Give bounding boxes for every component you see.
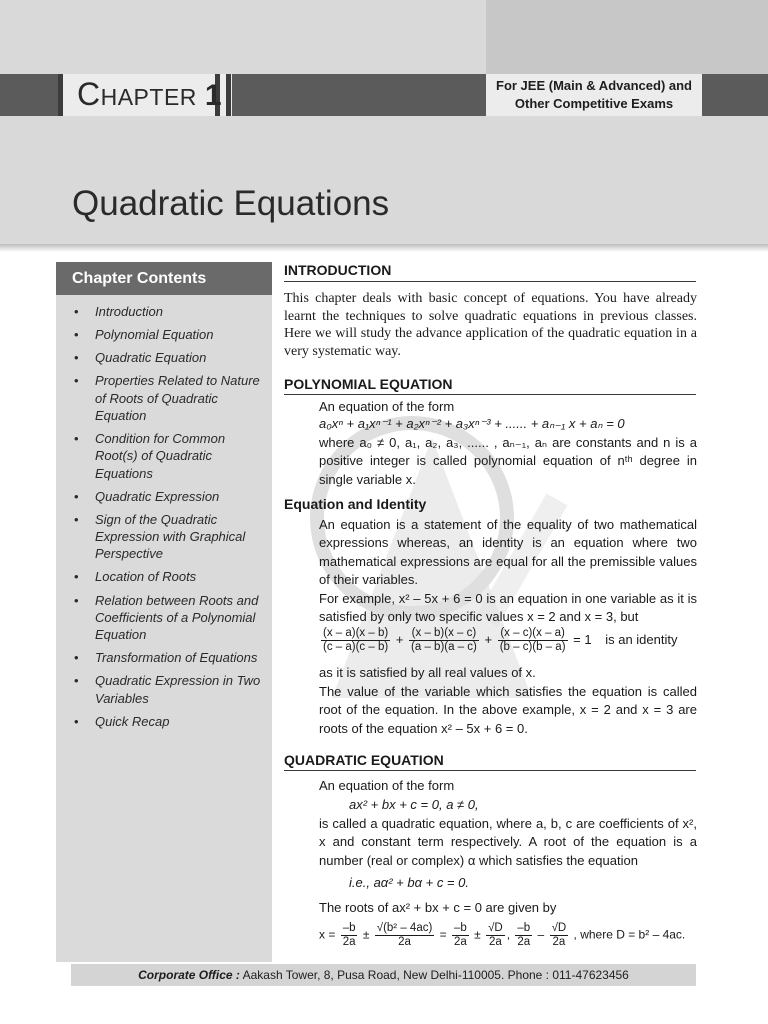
comma: , (506, 927, 511, 942)
fraction-neg-b: $\frac{-b}{2a}$ (454, 922, 467, 948)
footer-address: Aakash Tower, 8, Pusa Road, New Delhi-110005. Phone : 011-47623456 (239, 968, 629, 982)
exam-line-1: For JEE (Main & Advanced) and (496, 78, 692, 93)
section-rule (284, 394, 696, 395)
contents-item: • Quick Recap (74, 713, 170, 729)
identity-fraction-3: $\frac{(x - c)(x - a)}{(b - c)(b - a)}$ (499, 627, 566, 653)
contents-title: Chapter Contents (72, 270, 207, 287)
discriminant-definition: , where D = b² – 4ac. (573, 927, 686, 942)
plus-sign: + (395, 631, 404, 647)
identity-para-2: For example, x² – 5x + 6 = 0 is an equation in one variable as it is satisfied by only two specific values x = 2 and x = 3, but (319, 591, 697, 625)
quadratic-para: is called a quadratic equation, where a, b, c are coefficients of x², x and constant term respectively. A root of the equation is a number (real or complex) α which satisfies the equation (319, 816, 697, 868)
section-heading-quadratic: QUADRATIC EQUATION (284, 752, 444, 768)
quadratic-equation: ax² + bx + c = 0, a ≠ 0, (349, 797, 479, 812)
equals-sign: = (439, 927, 447, 942)
roots-intro: The roots of ax² + bx + c = 0 are given by (319, 900, 557, 915)
header-accent-block (486, 0, 768, 74)
chapter-number: 1 (204, 79, 223, 112)
quadratic-intro: An equation of the form (319, 778, 455, 793)
contents-item: • Transformation of Equations (74, 650, 258, 666)
contents-item: • Properties Related to Nature of Roots of Quadratic Equation (74, 373, 260, 423)
identity-para-4: The value of the variable which satisfies the equation is called root of the equation. In the above example, x = 2 and x = 3 are roots of the equation x² – 5x + 6 = 0. (319, 684, 697, 736)
contents-item: • Introduction (74, 304, 163, 319)
section-heading-polynomial: POLYNOMIAL EQUATION (284, 376, 453, 392)
chapter-word: HAPTER (100, 84, 197, 110)
plus-minus: ± (474, 927, 481, 942)
identity-para-3: as it is satisfied by all real values of x. (319, 665, 536, 680)
plus-sign: + (484, 631, 493, 647)
page-title: Quadratic Equations (72, 184, 390, 223)
exam-text (486, 77, 702, 113)
equals-one: = 1 (573, 631, 592, 647)
header-shadow (0, 244, 768, 252)
subsection-heading-identity: Equation and Identity (284, 496, 427, 512)
contents-item: • Quadratic Expression in Two Variables (74, 673, 261, 706)
polynomial-where: where a₀ ≠ 0, a₁, a₂, a₃, ...... , aₙ₋₁, aₙ are constants and n is a positive integer is called polynomial equation of nᵗʰ degree in single variable x. (319, 435, 697, 487)
contents-item: • Quadratic Expression (74, 488, 220, 504)
section-rule (284, 281, 696, 282)
fraction-neg-b: $\frac{-b}{2a}$ (342, 922, 356, 948)
fraction-neg-b: $\frac{-b}{2a}$ (517, 922, 531, 948)
identity-fraction-1: $\frac{(x - a)(x - b)}{(c - a)(c - b)}$ (323, 627, 389, 653)
chapter-initial: C (77, 76, 101, 112)
polynomial-intro: An equation of the form (319, 399, 455, 414)
exam-line-2: Other Competitive Exams (514, 96, 674, 111)
fraction-discriminant: $\frac{\text{√(b² – 4ac)}}{2a}$ (376, 922, 433, 948)
polynomial-equation: a₀xⁿ + a₁xⁿ⁻¹ + a₂xⁿ⁻² + a₃xⁿ⁻³ + ...... + aₙ₋₁ x + aₙ = 0 (319, 416, 625, 431)
footer-label: Corporate Office : (138, 968, 240, 982)
chapter-divider-left (58, 74, 63, 116)
plus-minus: ± (362, 927, 370, 942)
contents-item: • Relation between Roots and Coefficients of a Polynomial Equation (74, 592, 259, 643)
contents-item: • Polynomial Equation (74, 327, 214, 343)
identity-para-1: An equation is a statement of the equality of two mathematical expressions whereas, an identity is an equation where two mathematical expressions are equal for all the premissible values of their variables. (319, 517, 697, 588)
introduction-text: This chapter deals with basic concept of equations. You have already learnt the techniques to solve quadratic equations in previous classes. Here we will study the advance application of the quadratic equation in a very systematic way. (284, 291, 697, 359)
quadratic-ie: i.e., aα² + bα + c = 0. (349, 875, 469, 890)
chapter-divider-right-2 (226, 74, 231, 116)
contents-item: • Quadratic Equation (74, 350, 207, 366)
fraction-sqrt-d: $\frac{√D}{2a}$ (488, 922, 503, 948)
contents-item: • Location of Roots (74, 569, 197, 585)
identity-expression (319, 627, 677, 654)
minus-sign: – (537, 927, 545, 942)
identity-label: is an identity (605, 631, 678, 647)
chapter-label (77, 76, 222, 113)
identity-fraction-2: $\frac{(x - b)(x - c)}{(a - b)(a - c)}$ (411, 627, 477, 653)
contents-item: • Sign of the Quadratic Expression with Graphical Perspective (74, 511, 246, 562)
x-equals: x = (319, 927, 336, 942)
footer-text (71, 968, 696, 982)
contents-list (72, 303, 268, 736)
section-rule (284, 770, 696, 771)
quadratic-formula (319, 922, 685, 949)
section-heading-introduction: INTRODUCTION (284, 262, 392, 278)
contents-item: • Condition for Common Root(s) of Quadratic Equations (74, 430, 226, 481)
fraction-sqrt-d: $\frac{√D}{2a}$ (551, 922, 567, 948)
